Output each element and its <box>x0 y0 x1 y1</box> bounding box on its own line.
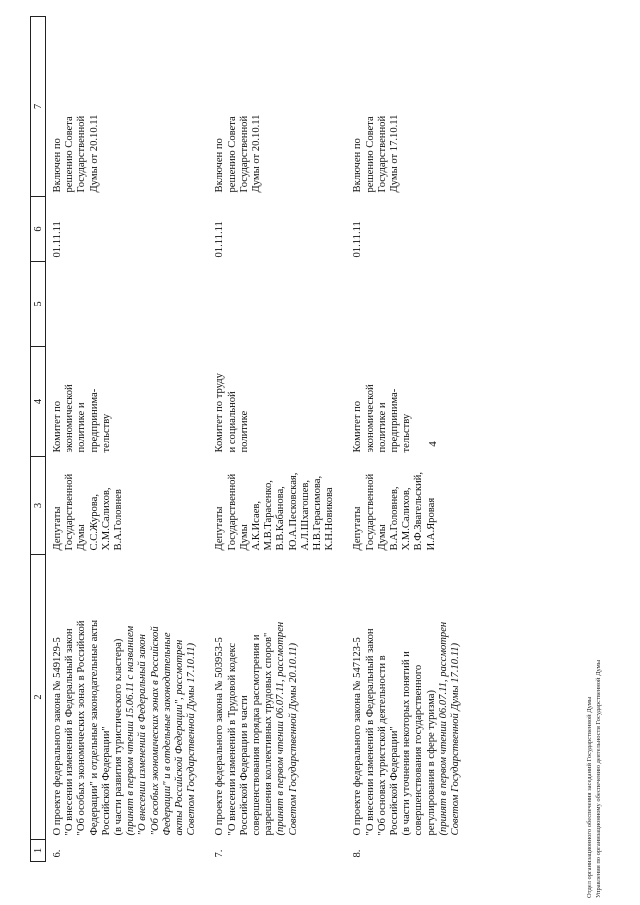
author-line: К.Н.Новикова <box>324 487 336 551</box>
decision-line: Включен по <box>52 138 63 193</box>
column-number-header <box>31 17 46 862</box>
bill-note-line: (принят в первом чтении 06.07.11, рассмотрен <box>275 621 287 836</box>
bill-title-line: регулирования в сфере туризма) <box>425 690 437 836</box>
row-number: 6. <box>52 849 63 858</box>
committee-cell <box>346 347 472 457</box>
author-line: М.В.Тарасенко, <box>263 480 275 551</box>
author-line: Депутаты <box>52 506 63 551</box>
author-line: В.А.Головнев <box>113 489 125 551</box>
bill-note-line: "Об особых экономических зонах в Российской <box>149 626 161 836</box>
decision-line: решению Совета <box>364 116 376 193</box>
committee-cell <box>46 347 209 457</box>
bill-title-line: совершенствования порядка рассмотрения и <box>251 634 263 836</box>
author-line: В.В.Кабанова, <box>275 486 287 551</box>
bill-title-line: (в части уточнения некоторых понятий и <box>401 651 413 836</box>
column-header-3: 3 <box>31 457 46 555</box>
committee-line: тельству <box>401 413 413 453</box>
committee-line: Комитет по труду <box>214 373 226 453</box>
decision-line: Думы от 17.10.11 <box>389 114 401 193</box>
bill-title-cell <box>208 555 346 840</box>
bill-note-line: Советом Государственной Думы 20.10.11) <box>287 642 299 836</box>
bill-title-line: "О внесении изменений в Трудовой кодекс <box>226 642 238 836</box>
bill-title-line: "О внесении изменений в Федеральный закон <box>64 628 76 836</box>
bill-title-line: Российской Федерации" <box>389 726 401 836</box>
footer-line: Управления по организационному обеспечению деятельности Государственной Думы <box>595 659 602 898</box>
committee-line: и социальной <box>226 391 238 453</box>
table-row <box>208 17 346 862</box>
document-table-region <box>30 17 462 862</box>
author-line: Депутаты <box>214 506 226 551</box>
bill-title-line: совершенствования государственного <box>413 664 425 836</box>
bill-title-line: Федерации" и отдельные законодательные акты <box>88 619 100 836</box>
decision-line: решению Совета <box>226 116 238 193</box>
committee-line: тельству <box>100 413 112 453</box>
committee-line: экономической <box>364 384 376 453</box>
committee-line: Комитет по <box>52 400 63 453</box>
decision-line: Думы от 20.10.11 <box>88 114 100 193</box>
column-header-1: 1 <box>31 840 46 862</box>
author-line: Думы <box>76 524 88 551</box>
column-header-2: 2 <box>31 555 46 840</box>
author-line: Ю.А.Песковская, <box>287 472 299 551</box>
author-line: Думы <box>376 524 388 551</box>
authors-cell <box>46 457 209 555</box>
column-header-5: 5 <box>31 262 46 347</box>
column-5-cell <box>346 262 472 347</box>
author-line: С.С.Журова, <box>88 493 100 551</box>
decision-line: Государственной <box>76 115 88 193</box>
date-cell: 01.11.11 <box>52 221 63 258</box>
column-header-4: 4 <box>31 347 46 457</box>
column-5-cell <box>46 262 209 347</box>
bill-title-cell <box>346 555 472 840</box>
row-number: 7. <box>214 849 226 858</box>
decision-line: Думы от 20.10.11 <box>251 114 263 193</box>
author-line: Х.М.Салихов, <box>100 487 112 551</box>
committee-line: предпринима- <box>88 388 100 453</box>
author-line: Государственной <box>226 473 238 551</box>
decision-line: решению Совета <box>64 116 76 193</box>
committee-line: политике <box>238 410 250 453</box>
decision-cell <box>346 17 472 197</box>
footer-department <box>585 568 603 898</box>
column-header-6: 6 <box>31 197 46 262</box>
page-number: 4 <box>427 441 439 447</box>
author-line: В.Ф.Звагельский, <box>413 472 425 551</box>
bill-title-line: "Об особых экономических зонах в Российской <box>76 620 88 836</box>
date-cell: 01.11.11 <box>352 221 364 258</box>
authors-cell <box>208 457 346 555</box>
author-line: А.Л.Шхагошев, <box>299 479 311 551</box>
footer-line: Отдел организационного обеспечения заседаний Государственной Думы <box>586 696 593 898</box>
author-line: Х.М.Салихов, <box>401 487 413 551</box>
bill-note-line: Советом Государственной Думы 17.10.11) <box>186 642 198 836</box>
author-line: Государственной <box>364 473 376 551</box>
committee-cell <box>208 347 346 457</box>
date-cell: 01.11.11 <box>214 221 226 258</box>
bill-title-line: О проекте федерального закона № 503953-5 <box>214 637 226 836</box>
column-header-7: 7 <box>31 17 46 197</box>
author-line: В.А.Головнев, <box>389 486 401 551</box>
bill-title-line: О проекте федерального закона № 547123-5 <box>352 637 364 836</box>
bill-title-line: О проекте федерального закона № 549129-5 <box>52 637 63 836</box>
bill-note-line: Федерации" и в отдельные законодательные <box>161 632 173 836</box>
committee-line: предпринима- <box>389 388 401 453</box>
bill-title-line: Российской Федерации" <box>100 726 112 836</box>
table-row <box>46 17 209 862</box>
bill-note-line: "О внесении изменений в Федеральный закон <box>137 634 149 836</box>
bill-title-line: Российской Федерации в части <box>238 695 250 836</box>
author-line: А.К.Исаев, <box>251 500 263 551</box>
decision-line: Государственной <box>238 115 250 193</box>
bill-title-cell <box>46 555 209 840</box>
bill-note-line: акты Российской Федерации", рассмотрен <box>174 639 186 836</box>
bill-note-line: Советом Государственной Думы 17.10.11) <box>450 642 462 836</box>
author-line: И.А.Яровая <box>425 497 437 551</box>
column-5-cell <box>208 262 346 347</box>
committee-line: политике и <box>76 402 88 453</box>
committee-line: Комитет по <box>352 400 364 453</box>
authors-cell <box>346 457 472 555</box>
bill-title-line: "Об основах туристской деятельности в <box>376 655 388 836</box>
committee-line: политике и <box>376 402 388 453</box>
author-line: Н.В.Герасимова, <box>312 475 324 551</box>
bill-title-line: разрешения коллективных трудовых споров" <box>263 632 275 836</box>
row-number: 8. <box>352 849 364 858</box>
agenda-table <box>30 16 472 862</box>
author-line: Депутаты <box>352 506 364 551</box>
bill-note-line: (принят в первом чтении 15.06.11 с названием <box>125 625 137 836</box>
decision-cell <box>46 17 209 197</box>
bill-note-line: (принят в первом чтении 06.07.11, рассмотрен <box>437 621 449 836</box>
bill-title-line: "О внесении изменений в Федеральный закон <box>364 628 376 836</box>
decision-line: Включен по <box>352 138 364 193</box>
author-line: Думы <box>238 524 250 551</box>
decision-line: Включен по <box>214 138 226 193</box>
decision-line: Государственной <box>376 115 388 193</box>
decision-cell <box>208 17 346 197</box>
table-row <box>346 17 472 862</box>
committee-line: экономической <box>64 384 76 453</box>
author-line: Государственной <box>64 473 76 551</box>
bill-title-line: (в части развития туристического кластера) <box>113 638 125 836</box>
